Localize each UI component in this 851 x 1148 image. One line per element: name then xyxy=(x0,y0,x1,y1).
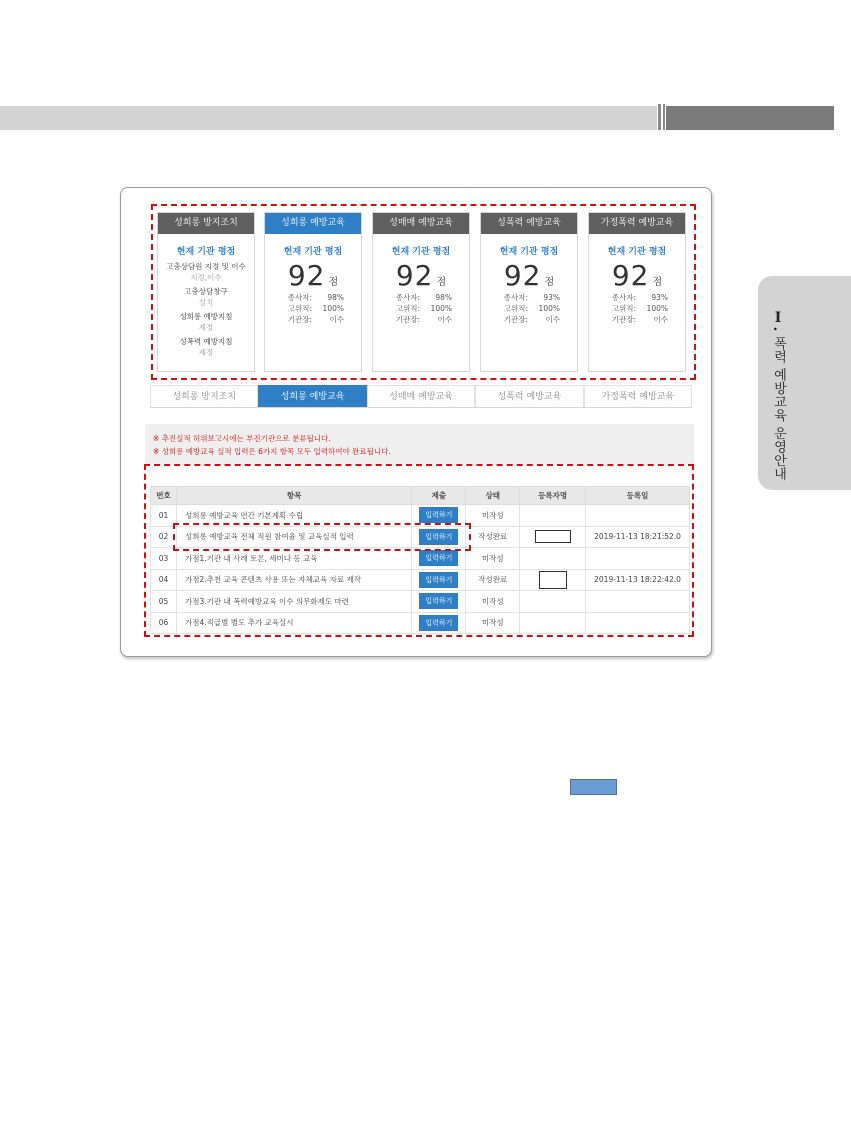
input-button[interactable]: 입력하기 xyxy=(419,593,458,609)
score-unit: 점 xyxy=(544,277,555,288)
stat-row: 종사자: 93% xyxy=(503,293,560,302)
stat-row: 종사자: 98% xyxy=(395,293,452,302)
measure-label: 고충상담원 지정 및 이수 xyxy=(166,262,246,271)
table-row: 06 가점4.직급별 별도 추가 교육실시 입력하기 미작성 xyxy=(151,612,690,634)
notice-box xyxy=(145,424,694,464)
card-subtitle: 현재 기관 평점 xyxy=(499,247,559,257)
card-prostitution-education xyxy=(372,212,470,372)
measure-label: 고충상담창구 xyxy=(184,287,228,296)
input-button[interactable]: 입력하기 xyxy=(419,550,458,566)
card-title: 성매매 예방교육 xyxy=(373,213,469,234)
card-domestic-violence-education xyxy=(588,212,686,372)
stat-row: 고위직: 100% xyxy=(611,304,668,313)
score-value: 92 xyxy=(395,259,434,292)
card-subtitle: 현재 기관 평점 xyxy=(176,247,236,257)
header-divider xyxy=(663,104,665,130)
card-sexual-violence-education xyxy=(480,212,578,372)
stat-row: 기관장: 이수 xyxy=(503,315,560,324)
score-unit: 점 xyxy=(328,277,339,288)
blue-marker xyxy=(570,779,617,795)
input-button[interactable]: 입력하기 xyxy=(419,507,458,523)
header-band xyxy=(0,106,657,130)
table-row: 04 가점2.추천 교육 콘텐츠 사용 또는 자체교육 자료 제작 입력하기 작성완료 2019-11-13 18:22:42.0 xyxy=(151,569,690,591)
tab-sexual-violence-education[interactable]: 성폭력 예방교육 xyxy=(475,385,583,407)
score-value: 92 xyxy=(503,259,542,292)
highlight-box-row xyxy=(173,523,471,551)
measure-label: 성희롱 예방지침 xyxy=(179,312,233,321)
table-row: 03 가점1.기관 내 사례 토론, 세미나 등 교육 입력하기 미작성 xyxy=(151,548,690,570)
stat-row: 종사자: 98% xyxy=(287,293,344,302)
card-harassment-prevention xyxy=(157,212,255,372)
card-title: 가정폭력 예방교육 xyxy=(589,213,685,234)
score xyxy=(589,259,685,292)
score xyxy=(265,259,361,292)
tab-domestic-violence-education[interactable]: 가정폭력 예방교육 xyxy=(584,385,692,407)
score-unit: 점 xyxy=(652,277,663,288)
card-title: 성희롱 방지조치 xyxy=(158,213,254,234)
category-tabs xyxy=(150,385,692,408)
measure-list xyxy=(158,261,254,358)
table-header-row: 번호 항목 제출 상태 등록자명 등록일 xyxy=(151,487,690,505)
tab-harassment-education[interactable]: 성희롱 예방교육 xyxy=(258,385,366,407)
stat-row: 기관장: 이수 xyxy=(611,315,668,324)
card-title: 성희롱 예방교육 xyxy=(265,213,361,234)
measure-value: 제정 xyxy=(198,348,214,357)
input-button[interactable]: 입력하기 xyxy=(419,615,458,631)
card-subtitle: 현재 기관 평점 xyxy=(607,247,667,257)
card-title: 성폭력 예방교육 xyxy=(481,213,577,234)
measure-value: 제정 xyxy=(198,323,214,332)
chapter-title: 폭력 예방교육 운영안내 xyxy=(771,336,786,481)
table-row: 02 성희롱 예방교육 전체 직원 참여율 및 교육실적 입력 입력하기 작성완료 2019-11-13 18:21:52.0 xyxy=(151,526,690,548)
measure-value: 설치 xyxy=(198,298,214,307)
card-harassment-education xyxy=(264,212,362,372)
header-band-dark xyxy=(666,106,834,130)
card-subtitle: 현재 기관 평점 xyxy=(283,247,343,257)
card-subtitle: 현재 기관 평점 xyxy=(391,247,451,257)
tab-prostitution-education[interactable]: 성매매 예방교육 xyxy=(367,385,475,407)
input-button[interactable]: 입력하기 xyxy=(419,572,458,588)
stat-row: 기관장: 이수 xyxy=(287,315,344,324)
stat-row: 고위직: 100% xyxy=(503,304,560,313)
measure-value: 지정,이수 xyxy=(190,273,222,282)
score xyxy=(373,259,469,292)
stat-row: 고위직: 100% xyxy=(287,304,344,313)
stat-row: 종사자: 93% xyxy=(611,293,668,302)
redacted-name xyxy=(539,571,567,589)
measure-label: 성폭력 예방지침 xyxy=(179,337,233,346)
score-unit: 점 xyxy=(436,277,447,288)
chapter-label xyxy=(758,310,798,481)
education-table xyxy=(150,486,690,634)
stat-row: 고위직: 100% xyxy=(395,304,452,313)
screenshot-frame xyxy=(120,187,712,657)
stat-row: 기관장: 이수 xyxy=(395,315,452,324)
score-value: 92 xyxy=(611,259,650,292)
tab-harassment-prevention[interactable]: 성희롱 방지조치 xyxy=(150,385,258,407)
header-divider xyxy=(658,104,661,130)
notice-text: ※ 성희롱 예방교육 실적 입력은 6가지 항목 모두 입력하여야 완료됩니다. xyxy=(153,447,391,456)
input-button[interactable]: 입력하기 xyxy=(419,529,458,545)
table-row: 05 가점3.기관 내 폭력예방교육 이수 의무화제도 마련 입력하기 미작성 xyxy=(151,591,690,613)
score-value: 92 xyxy=(287,259,326,292)
notice-text: ※ 추진실적 허위보고시에는 부진기관으로 분류됩니다. xyxy=(153,434,331,443)
chapter-number: Ⅰ. xyxy=(770,310,786,332)
score xyxy=(481,259,577,292)
table-row: 01 성희롱 예방교육 연간 기본계획 수립 입력하기 미작성 xyxy=(151,505,690,527)
redacted-name xyxy=(535,530,571,543)
